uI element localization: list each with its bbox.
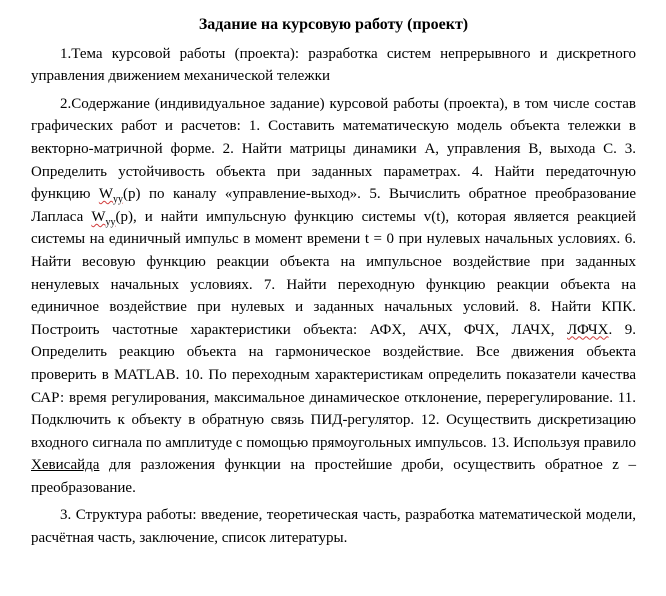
paragraph-structure: 3. Структура работы: введение, теоретическая часть, разработка математической модели, расчётная часть, заключение, список литературы. bbox=[31, 507, 636, 547]
document-title: Задание на курсовую работу (проект) bbox=[198, 16, 469, 33]
transfer-function-w1: $W_{уу}$ bbox=[98, 186, 124, 206]
transfer-function-w2: $W_{уу}$ bbox=[91, 208, 116, 228]
content-text-1: 2.Содержание (индивидуальное задание) курсовой работы (проекта), в том числе состав графических работ и расчетов: 1. Составить математическую модель объекта тележки в векторно-матричной форме. 2. Найти матрицы динамики A, управления B, выхода C. 3. Определить устойчивость объекта при заданных параметрах. 4. Найти передаточную функцию bbox=[31, 95, 636, 203]
paragraph-content bbox=[31, 93, 636, 500]
transfer-function-arg-1: (p) bbox=[123, 186, 141, 203]
transfer-function-arg-2: (p) bbox=[115, 208, 133, 225]
content-text-3: , и найти импульсную функцию системы v(t), которая является реакцией системы на единичный импульс в момент времени t = 0 при нулевых начальных условиях. 6. Найти весовую функцию реакции объекта на импульсное воздействие при заданных ненулевых начальных условиях. 7. Найти переходную функцию реакции объекта на единичное воздействие при нулевых и заданных начальных условий. 8. Найти КПК. Построить частотные характеристики объекта: АФХ, АЧХ, ФЧХ, ЛАЧХ, bbox=[31, 208, 636, 338]
lfchh-term: ЛФЧХ bbox=[567, 321, 609, 338]
paragraph-topic: 1.Тема курсовой работы (проекта): разработка систем непрерывного и дискретного управления движением механической тележки bbox=[31, 45, 636, 85]
heaviside-term: Хевисайда bbox=[31, 457, 100, 474]
content-text-2: по каналу «управление-выход». 5. Вычислить обратное преобразование Лапласа bbox=[31, 186, 637, 225]
content-text-5: для разложения функции на простейшие дроби, осуществить обратное z – преобразование. bbox=[31, 457, 636, 496]
content-text-4: . 9. Определить реакцию объекта на гармоническое воздействие. Все движения объекта проверить в MATLAB. 10. По переходным характеристикам определить показатели качества САР: время регулирования, максимальное динамическое отклонение, перерегулирование. 11. Подключить к объекту в обратную связь ПИД-регулятор. 12. Осуществить дискретизацию входного сигнала по амплитуде с помощью прямоугольных импульсов. 13. Используя правило bbox=[31, 321, 636, 451]
